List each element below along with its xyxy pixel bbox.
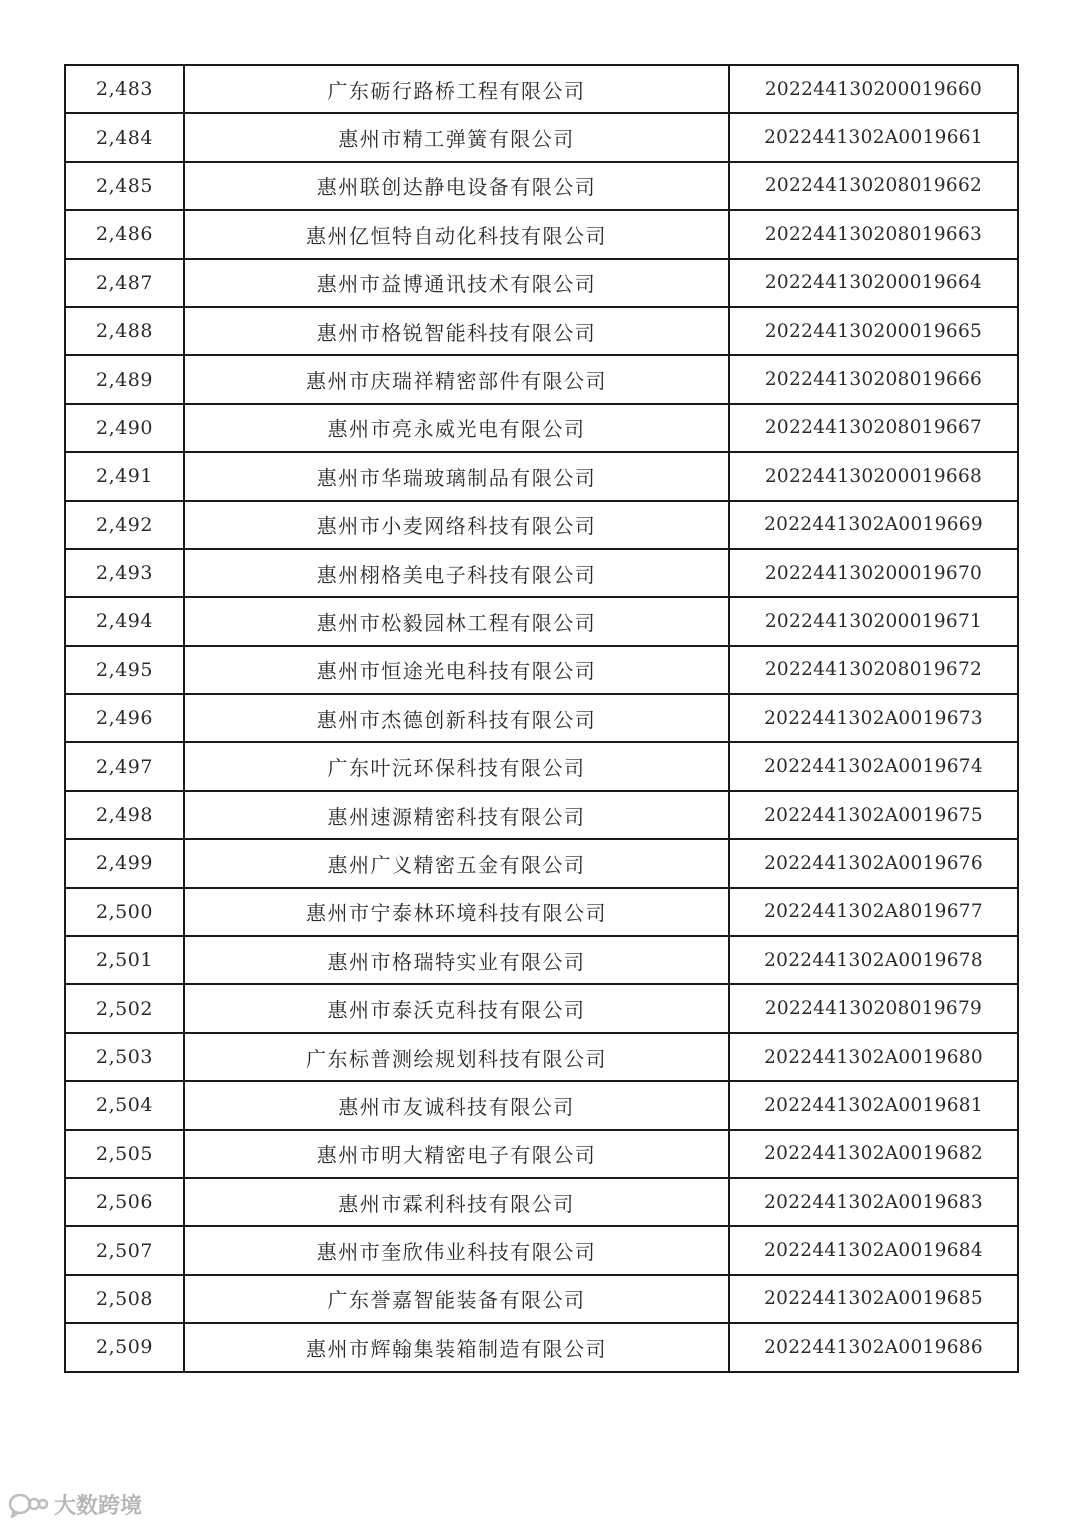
company-name-cell: 广东砺行路桥工程有限公司 xyxy=(184,65,729,113)
table-row xyxy=(65,597,1018,645)
company-name-cell: 广东叶沅环保科技有限公司 xyxy=(184,742,729,790)
registration-code-cell: 20224413020801966​3 xyxy=(729,210,1018,258)
registration-code-cell: 2022441302A0019680 xyxy=(729,1033,1018,1081)
company-name-cell: 惠州市辉翰集装箱制造有限公司 xyxy=(184,1323,729,1371)
row-number-cell: 2,487 xyxy=(65,259,184,307)
registration-code-cell: 20224413020801966​6 xyxy=(729,355,1018,403)
registration-code-cell: 2022441302A0019682 xyxy=(729,1130,1018,1178)
registration-code-cell: 2022441302A0019669 xyxy=(729,501,1018,549)
row-number-cell: 2,500 xyxy=(65,888,184,936)
row-number-cell: 2,505 xyxy=(65,1130,184,1178)
table-row xyxy=(65,210,1018,258)
company-name-cell: 惠州市华瑞玻璃制品有限公司 xyxy=(184,452,729,500)
table-row xyxy=(65,259,1018,307)
row-number-cell: 2,488 xyxy=(65,307,184,355)
row-number-cell: 2,504 xyxy=(65,1081,184,1129)
registration-code-cell: 2022441302A0019674 xyxy=(729,742,1018,790)
table-row xyxy=(65,1130,1018,1178)
registration-code-cell: 20224413020001966​0 xyxy=(729,65,1018,113)
registration-code-cell: 20224413020001966​5 xyxy=(729,307,1018,355)
company-name-cell: 惠州市明大精密电子有限公司 xyxy=(184,1130,729,1178)
registration-code-cell: 2022441302A0019681 xyxy=(729,1081,1018,1129)
table-row xyxy=(65,307,1018,355)
row-number-cell: 2,507 xyxy=(65,1226,184,1274)
table-row xyxy=(65,452,1018,500)
row-number-cell: 2,503 xyxy=(65,1033,184,1081)
row-number-cell: 2,483 xyxy=(65,65,184,113)
chat-bubble-logo-icon xyxy=(8,1492,48,1518)
table-row xyxy=(65,888,1018,936)
registration-code-cell: 20224413020801967​2 xyxy=(729,646,1018,694)
registration-code-cell: 2022441302A0019685 xyxy=(729,1275,1018,1323)
row-number-cell: 2,506 xyxy=(65,1178,184,1226)
watermark-text: 大数跨境 xyxy=(54,1494,143,1519)
registration-code-cell: 2022441302A0019683 xyxy=(729,1178,1018,1226)
row-number-cell: 2,498 xyxy=(65,791,184,839)
company-name-cell: 惠州市奎欣伟业科技有限公司 xyxy=(184,1226,729,1274)
registration-code-cell: 20224413020801966​7 xyxy=(729,404,1018,452)
registration-code-cell: 2022441302A0019676 xyxy=(729,839,1018,887)
company-name-cell: 广东誉嘉智能装备有限公司 xyxy=(184,1275,729,1323)
table-row xyxy=(65,694,1018,742)
company-name-cell: 惠州市格瑞特实业有限公司 xyxy=(184,936,729,984)
registration-code-cell: 20224413020001967​0 xyxy=(729,549,1018,597)
row-number-cell: 2,501 xyxy=(65,936,184,984)
table-row xyxy=(65,1275,1018,1323)
company-name-cell: 惠州广义精密五金有限公司 xyxy=(184,839,729,887)
registration-code-cell: 20224413020001967​1 xyxy=(729,597,1018,645)
table-row xyxy=(65,113,1018,161)
row-number-cell: 2,489 xyxy=(65,355,184,403)
table-row xyxy=(65,936,1018,984)
table-row xyxy=(65,404,1018,452)
row-number-cell: 2,492 xyxy=(65,501,184,549)
registration-code-cell: 20224413020001966​4 xyxy=(729,259,1018,307)
company-name-cell: 惠州市亮永威光电有限公司 xyxy=(184,404,729,452)
company-name-cell: 惠州市松毅园林工程有限公司 xyxy=(184,597,729,645)
table-row xyxy=(65,1226,1018,1274)
table-row xyxy=(65,162,1018,210)
company-name-cell: 惠州市宁泰林环境科技有限公司 xyxy=(184,888,729,936)
company-name-cell: 惠州市益博通讯技术有限公司 xyxy=(184,259,729,307)
row-number-cell: 2,491 xyxy=(65,452,184,500)
company-name-cell: 惠州亿恒特自动化科技有限公司 xyxy=(184,210,729,258)
table-row xyxy=(65,646,1018,694)
company-name-cell: 惠州市格锐智能科技有限公司 xyxy=(184,307,729,355)
row-number-cell: 2,484 xyxy=(65,113,184,161)
table-row xyxy=(65,791,1018,839)
table-row xyxy=(65,1323,1018,1371)
row-number-cell: 2,502 xyxy=(65,984,184,1032)
row-number-cell: 2,496 xyxy=(65,694,184,742)
company-name-cell: 惠州市泰沃克科技有限公司 xyxy=(184,984,729,1032)
company-name-cell: 惠州栩格美电子科技有限公司 xyxy=(184,549,729,597)
table-row xyxy=(65,355,1018,403)
row-number-cell: 2,490 xyxy=(65,404,184,452)
registration-code-cell: 2022441302A0019675 xyxy=(729,791,1018,839)
registration-code-cell: 2022441302A0019686 xyxy=(729,1323,1018,1371)
watermark xyxy=(8,1489,142,1520)
table-row xyxy=(65,1033,1018,1081)
row-number-cell: 2,509 xyxy=(65,1323,184,1371)
table-row xyxy=(65,742,1018,790)
table-body xyxy=(65,65,1018,1372)
company-name-cell: 惠州联创达静电设备有限公司 xyxy=(184,162,729,210)
row-number-cell: 2,499 xyxy=(65,839,184,887)
row-number-cell: 2,495 xyxy=(65,646,184,694)
table-row xyxy=(65,65,1018,113)
table-row xyxy=(65,1178,1018,1226)
table-row xyxy=(65,1081,1018,1129)
table-row xyxy=(65,984,1018,1032)
registration-code-cell: 2022441302A0019678 xyxy=(729,936,1018,984)
registration-code-cell: 20224413020801966​2 xyxy=(729,162,1018,210)
table-row xyxy=(65,501,1018,549)
registration-code-cell: 2022441302A0019684 xyxy=(729,1226,1018,1274)
company-registry-table xyxy=(64,64,1019,1373)
registration-code-cell: 2022441302A0019673 xyxy=(729,694,1018,742)
row-number-cell: 2,485 xyxy=(65,162,184,210)
table-row xyxy=(65,549,1018,597)
registration-code-cell: 20224413020801967​9 xyxy=(729,984,1018,1032)
registration-code-cell: 20224413020001966​8 xyxy=(729,452,1018,500)
row-number-cell: 2,486 xyxy=(65,210,184,258)
row-number-cell: 2,494 xyxy=(65,597,184,645)
company-name-cell: 惠州市小麦网络科技有限公司 xyxy=(184,501,729,549)
company-name-cell: 惠州市杰德创新科技有限公司 xyxy=(184,694,729,742)
company-name-cell: 惠州速源精密科技有限公司 xyxy=(184,791,729,839)
registration-code-cell: 2022441302A8019677 xyxy=(729,888,1018,936)
company-name-cell: 惠州市庆瑞祥精密部件有限公司 xyxy=(184,355,729,403)
company-name-cell: 广东标普测绘规划科技有限公司 xyxy=(184,1033,729,1081)
registration-code-cell: 2022441302A0019661 xyxy=(729,113,1018,161)
company-name-cell: 惠州市恒途光电科技有限公司 xyxy=(184,646,729,694)
company-name-cell: 惠州市霖利科技有限公司 xyxy=(184,1178,729,1226)
table-row xyxy=(65,839,1018,887)
company-name-cell: 惠州市精工弹簧有限公司 xyxy=(184,113,729,161)
row-number-cell: 2,493 xyxy=(65,549,184,597)
company-name-cell: 惠州市友诚科技有限公司 xyxy=(184,1081,729,1129)
row-number-cell: 2,508 xyxy=(65,1275,184,1323)
row-number-cell: 2,497 xyxy=(65,742,184,790)
